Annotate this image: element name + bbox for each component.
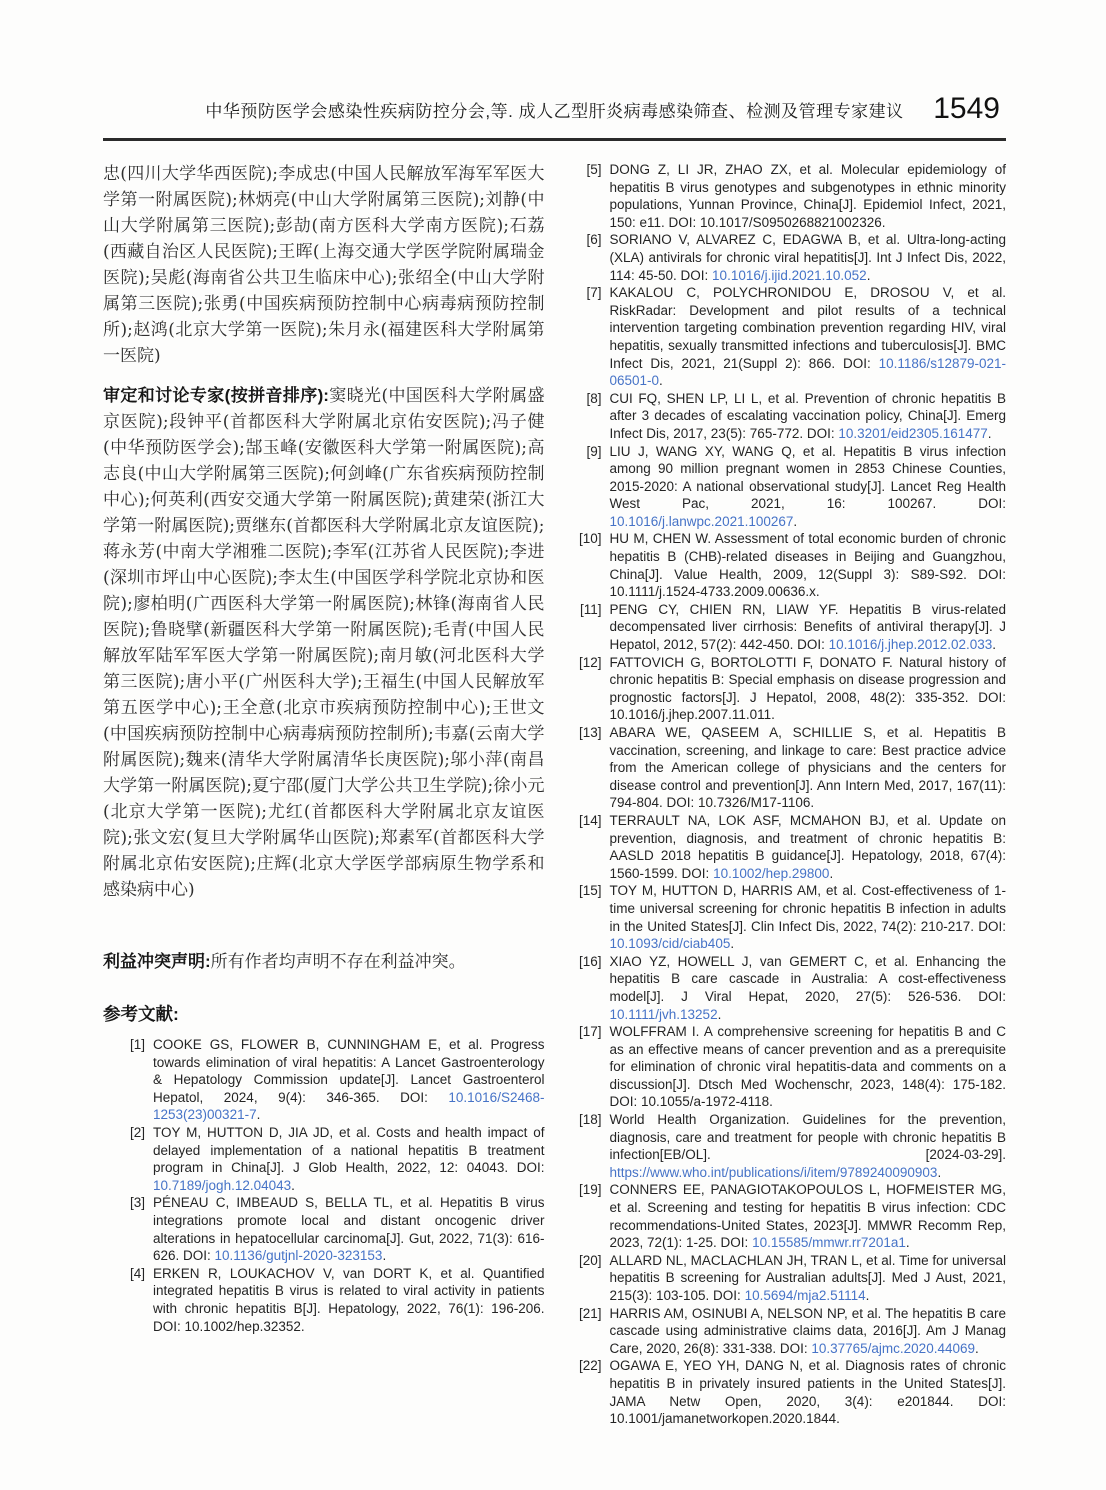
reference-number: [11] xyxy=(579,601,602,617)
doi-link[interactable]: 10.5694/mja2.51114 xyxy=(744,1288,866,1303)
reference-text-segment: ABARA WE, QASEEM A, SCHILLIE S, et al. Hepatitis B vaccination, screening, and linkage to care: Best practice advice from the American college of physicians and the centers for disease control and prevention[J]. Ann Intern Med, 2017, 167(11): 794-804. DOI: 10.7326/M17-1106. xyxy=(609,725,1006,811)
reference-text-segment: KAKALOU C, POLYCHRONIDOU E, DROSOU V, et al. RiskRadar: Development and pilot results of a technical intervention targeting combination prevention regarding HIV, viral hepatitis, sexually transmitted infections and tuberculosis[J]. BMC Infect Dis, 2021, 21(Suppl 2): 866. DOI: xyxy=(609,285,1006,371)
reference-text xyxy=(609,601,1006,654)
reference-text xyxy=(609,953,1006,1023)
reference-item xyxy=(571,654,1006,724)
page-header xyxy=(103,88,1006,141)
right-column xyxy=(571,161,1006,1428)
reference-number: [9] xyxy=(586,443,602,459)
conflict-statement-body: 所有作者均声明不存在利益冲突。 xyxy=(210,952,466,972)
doi-link[interactable]: 10.1136/gutjnl-2020-323153 xyxy=(214,1248,383,1264)
review-experts-label: 审定和讨论专家(按拼音排序): xyxy=(103,386,329,405)
reference-number: [20] xyxy=(578,1252,602,1268)
reference-text-segment: . xyxy=(382,1248,387,1264)
reference-number: [22] xyxy=(578,1358,602,1374)
reference-item xyxy=(571,530,1006,600)
doi-link[interactable]: 10.15585/mmwr.rr7201a1 xyxy=(752,1235,906,1251)
reference-item xyxy=(571,1305,1006,1358)
review-experts-body: 窦晓光(中国医科大学附属盛京医院);段钟平(首都医科大学附属北京佑安医院);冯子健(中华预防医学会);郜玉峰(安徽医科大学第一附属医院);高志良(中山大学附属第三医院);何剑峰(广东省疾病预防控制中心);何英利(西安交通大学第一附属医院);黄建荣(浙江大学第一附属医院);贾继东(首都医科大学附属北京友谊医院);蒋永芳(中南大学湘雅二医院);李军(江苏省人民医院);李进(深圳市坪山中心医院);李太生(中国医学科学院北京协和医院);廖柏明(广西医科大学第一附属医院);林锋(海南省人民医院);鲁晓擘(新疆医科大学第一附属医院);毛青(中国人民解放军陆军军医大学第一附属医院);南月敏(河北医科大学第三医院);唐小平(广州医科大学);王福生(中国人民解放军第五医学中心);王全意(北京市疾病预防控制中心);王世文(中国疾病预防控制中心病毒病预防控制所);韦嘉(云南大学附属医院);魏来(清华大学附属清华长庚医院);邬小萍(南昌大学第一附属医院);夏宁邵(厦门大学公共卫生学院);徐小元(北京大学第一医院);尤红(首都医科大学附属北京友谊医院);张文宏(复旦大学附属华山医院);郑素军(首都医科大学附属北京佑安医院);庄辉(北京大学医学部病原生物学系和感染病中心) xyxy=(103,386,545,900)
reference-text xyxy=(609,161,1006,231)
reference-item xyxy=(571,882,1006,952)
reference-text xyxy=(609,1252,1006,1305)
two-column-body xyxy=(103,161,1006,1428)
reference-list-right xyxy=(571,161,1006,1428)
reference-item xyxy=(571,1111,1006,1181)
reference-text-segment: World Health Organization. Guidelines for the prevention, diagnosis, care and treatment for people with chronic hepatitis B infection[EB/OL]. [2024-03-29]. xyxy=(609,1112,1006,1163)
author-affiliations-continued: 忠(四川大学华西医院);李成忠(中国人民解放军海军军医大学第一附属医院);林炳亮(中山大学附属第三医院);刘静(中山大学附属第三医院);彭劼(南方医科大学南方医院);石荔(西藏自治区人民医院);王晖(上海交通大学医学院附属瑞金医院);吴彪(海南省公共卫生临床中心);张绍全(中山大学附属第三医院);张勇(中国疾病预防控制中心病毒病预防控制所);赵鸿(北京大学第一医院);朱月永(福建医科大学附属第一医院) xyxy=(103,164,545,366)
reference-text-segment: HU M, CHEN W. Assessment of total economic burden of chronic hepatitis B (CHB)-related diseases in Beijing and Guangzhou, China[J]. Value Health, 2009, 12(Suppl 3): S89-S92. DOI: 10.1111/j.1524-4733.2009.00636.x. xyxy=(609,531,1006,600)
reference-text-segment: . xyxy=(291,1177,295,1193)
reference-text-segment: TOY M, HUTTON D, JIA JD, et al. Costs and health impact of delayed implementation of a national hepatitis B treatment program in China[J]. J Glob Health, 2022, 12: 04043. DOI: xyxy=(153,1124,545,1176)
doi-link[interactable]: 10.1093/cid/ciab405 xyxy=(609,936,731,952)
reference-item xyxy=(571,812,1006,882)
reference-text xyxy=(609,443,1006,531)
reference-number: [1] xyxy=(129,1037,145,1052)
reference-text-segment: XIAO YZ, HOWELL J, van GEMERT C, et al. Enhancing the hepatitis B care cascade in Australia: A cost-effectiveness model[J]. J Viral Hepat, 2020, 27(5): 526-536. DOI: xyxy=(609,953,1006,1004)
reference-text xyxy=(609,1357,1006,1427)
reference-text xyxy=(609,530,1006,600)
reference-number: [14] xyxy=(578,812,602,828)
reference-text-segment: PÉNEAU C, IMBEAUD S, BELLA TL, et al. Hepatitis B virus integrations promote local and distant oncogenic driver alterations in hepatocellular carcinoma[J]. Gut, 2022, 71(3): 616-626. DOI: xyxy=(153,1195,545,1264)
reference-text xyxy=(609,1305,1006,1358)
reference-text xyxy=(609,1111,1006,1181)
page-number: 1549 xyxy=(933,92,1000,125)
reference-text-segment: COOKE GS, FLOWER B, CUNNINGHAM E, et al. Progress towards elimination of viral hepatitis: A Lancet Gastroenterology & Hepatology Commission update[J]. Lancet Gastroenterol Hepatol, 2024, 9(4): 346-365. DOI: xyxy=(153,1037,545,1105)
reference-number: [7] xyxy=(586,285,602,301)
reference-text-segment: . xyxy=(829,865,834,881)
reference-text-segment: PENG CY, CHIEN RN, LIAW YF. Hepatitis B virus-related decompensated liver cirrhosis: Benefits of antiviral therapy[J]. J Hepatol, 2012, 57(2): 442-450. DOI: xyxy=(609,601,1006,653)
reference-number: [18] xyxy=(578,1112,602,1128)
reference-text-segment: TOY M, HUTTON D, HARRIS AM, et al. Cost-effectiveness of 1-time universal screening for chronic hepatitis B infection in adults in the United States[J]. Clin Infect Dis, 2022, 74(2): 210-217. DOI: xyxy=(609,883,1006,934)
doi-link[interactable]: 10.1016/j.ijid.2021.10.052 xyxy=(712,267,867,283)
reference-text xyxy=(609,654,1006,724)
doi-link[interactable]: 10.1186/s12879-021-06501-0 xyxy=(609,355,1006,389)
reference-text-segment: FATTOVICH G, BORTOLOTTI F, DONATO F. Natural history of chronic hepatitis B: Special emphasis on disease progression and prognostic factors[J]. J Hepatol, 2008, 48(2): 335-352. DOI: 10.1016/j.jhep.2007.11.011. xyxy=(609,654,1006,723)
reference-text-segment: HARRIS AM, OSINUBI A, NELSON NP, et al. The hepatitis B care cascade using administrative claims data, 2016[J]. Am J Manag Care, 2020, 26(8): 331-338. DOI: xyxy=(609,1305,1006,1356)
reference-item xyxy=(571,1181,1006,1251)
reference-text xyxy=(609,812,1006,882)
reference-text-segment: . xyxy=(865,1288,870,1303)
reference-text-segment: . xyxy=(717,1006,722,1022)
reference-number: [13] xyxy=(578,725,602,740)
reference-text xyxy=(609,724,1006,812)
reference-text-segment: DONG Z, LI JR, ZHAO ZX, et al. Molecular epidemiology of hepatitis B virus genotypes and subgenotypes in ethnic minority populations, Yunnan Province, China[J]. Epidemiol Infect, 2021, 150: e11. DOI: 10.1017/S0950268821002326. xyxy=(609,162,1006,230)
reference-item xyxy=(571,953,1006,1023)
reference-item xyxy=(115,1036,544,1124)
reference-text-segment: ALLARD NL, MACLACHLAN JH, TRAN L, et al. Time for universal hepatitis B screening for Australian adults[J]. Med J Aust, 2021, 215(3): 103-105. DOI: xyxy=(609,1252,1006,1303)
reference-text-segment: TERRAULT NA, LOK ASF, MCMAHON BJ, et al. Update on prevention, diagnosis, and treatment of chronic hepatitis B: AASLD 2018 hepatitis B guidance[J]. Hepatology, 2018, 67(4): 1560-1599. DOI: xyxy=(609,812,1006,881)
reference-text-segment: . xyxy=(256,1107,261,1123)
reference-number: [4] xyxy=(129,1265,145,1281)
url-link[interactable]: https://www.who.int/publications/i/item/9789240090903 xyxy=(609,1164,938,1180)
reference-text-segment: . xyxy=(905,1235,910,1251)
reference-number: [16] xyxy=(578,953,602,969)
reference-item xyxy=(571,231,1006,284)
conflict-statement-paragraph xyxy=(103,949,544,975)
reference-number: [19] xyxy=(578,1182,602,1198)
reference-item xyxy=(571,724,1006,812)
reference-item xyxy=(115,1194,544,1264)
reference-list-left xyxy=(103,1036,544,1335)
reference-number: [8] xyxy=(586,390,602,406)
reference-text-segment: . xyxy=(659,373,663,389)
reference-number: [10] xyxy=(578,531,602,547)
reference-number: [6] xyxy=(586,232,602,248)
reference-text xyxy=(609,882,1006,952)
reference-number: [21] xyxy=(578,1305,602,1321)
reference-text xyxy=(153,1265,544,1335)
reference-text-segment: CUI FQ, SHEN LP, LI L, et al. Prevention of chronic hepatitis B after 3 decades of escalating vaccination policy, China[J]. Emerg Infect Dis, 2017, 23(5): 765-772. DOI: xyxy=(609,390,1006,441)
reference-text-segment: OGAWA E, YEO YH, DANG N, et al. Diagnosis rates of chronic hepatitis B in privately insured patients in the United States[J]. JAMA Netw Open, 2020, 3(4): e201844. DOI: 10.1001/jamanetworkopen.2020.1844. xyxy=(609,1358,1006,1427)
review-experts-paragraph xyxy=(103,383,544,903)
reference-text-segment: . xyxy=(975,1340,979,1356)
doi-link[interactable]: 10.7189/jogh.12.04043 xyxy=(153,1177,292,1193)
reference-text-segment: . xyxy=(987,425,992,441)
reference-item xyxy=(571,1357,1006,1427)
reference-text-segment: . xyxy=(992,637,997,653)
reference-text xyxy=(609,284,1006,390)
reference-text-segment: WOLFFRAM I. A comprehensive screening for hepatitis B and C as an effective means of cancer prevention and as a prerequisite for elimination of chronic viral hepatitis-data and comments on a discussion[J]. Dtsch Med Wochenschr, 2023, 148(4): 175-182. DOI: 10.1055/a-1972-4118. xyxy=(609,1024,1006,1110)
reference-text xyxy=(609,1023,1006,1111)
running-title: 中华预防医学会感染性疾病防控分会,等. 成人乙型肝炎病毒感染筛查、检测及管理专家建议 xyxy=(205,102,904,121)
reference-number: [2] xyxy=(129,1124,145,1140)
reference-item xyxy=(115,1124,544,1194)
doi-link[interactable]: 10.37765/ajmc.2020.44069 xyxy=(811,1340,975,1356)
doi-link[interactable]: 10.1016/j.jhep.2012.02.033 xyxy=(828,637,993,653)
reference-item xyxy=(571,284,1006,390)
doi-link[interactable]: 10.1016/S2468-1253(23)00321-7 xyxy=(153,1089,545,1123)
reference-text-segment: LIU J, WANG XY, WANG Q, et al. Hepatitis B virus infection among 90 million pregnant women in 2853 Chinese Counties, 2015-2020: A national observational study[J]. Lancet Reg Health West Pac, 2021, 16: 100267. DOI: xyxy=(609,443,1006,512)
doi-link[interactable]: 10.1111/jvh.13252 xyxy=(609,1006,718,1022)
reference-text xyxy=(609,390,1006,443)
reference-text xyxy=(153,1036,544,1124)
reference-text xyxy=(609,231,1006,284)
doi-link[interactable]: 10.1002/hep.29800 xyxy=(713,865,830,881)
reference-number: [15] xyxy=(578,883,602,899)
reference-text xyxy=(153,1124,544,1194)
reference-item xyxy=(571,1023,1006,1111)
reference-number: [3] xyxy=(129,1195,145,1211)
references-heading: 参考文献: xyxy=(103,1004,179,1024)
doi-link[interactable]: 10.1016/j.lanwpc.2021.100267 xyxy=(609,513,794,529)
conflict-statement-label: 利益冲突声明: xyxy=(103,952,211,971)
reference-text-segment: . xyxy=(866,267,871,283)
reference-text-segment: . xyxy=(793,513,798,529)
reference-item xyxy=(571,161,1006,231)
reference-text-segment: . xyxy=(937,1164,942,1180)
reference-item xyxy=(571,1252,1006,1305)
reference-number: [12] xyxy=(578,654,602,670)
reference-number: [5] xyxy=(586,162,602,177)
reference-number: [17] xyxy=(578,1024,602,1040)
reference-item xyxy=(571,443,1006,531)
doi-link[interactable]: 10.3201/eid2305.161477 xyxy=(838,425,988,441)
left-column xyxy=(103,161,544,1428)
reference-text xyxy=(609,1181,1006,1251)
reference-item xyxy=(571,601,1006,654)
reference-text-segment: ERKEN R, LOUKACHOV V, van DORT K, et al. Quantified integrated hepatitis B virus is related to viral activity in patients with chronic hepatitis B[J]. Hepatology, 2022, 76(1): 196-206. DOI: 10.1002/hep.32352. xyxy=(153,1265,545,1334)
reference-text-segment: CONNERS EE, PANAGIOTAKOPOULOS L, HOFMEISTER MG, et al. Screening and testing for hepatitis B virus infection: CDC recommendations-United States, 2023[J]. MMWR Recomm Rep, 2023, 72(1): 1-25. DOI: xyxy=(609,1182,1006,1251)
reference-text xyxy=(153,1194,544,1264)
reference-item xyxy=(115,1265,544,1335)
reference-item xyxy=(571,390,1006,443)
reference-text-segment: . xyxy=(730,936,735,952)
reference-text-segment: SORIANO V, ALVAREZ C, EDAGWA B, et al. Ultra-long-acting (XLA) antivirals for chronic viral hepatitis[J]. Int J Infect Dis, 2022, 114: 45-50. DOI: xyxy=(609,232,1006,283)
